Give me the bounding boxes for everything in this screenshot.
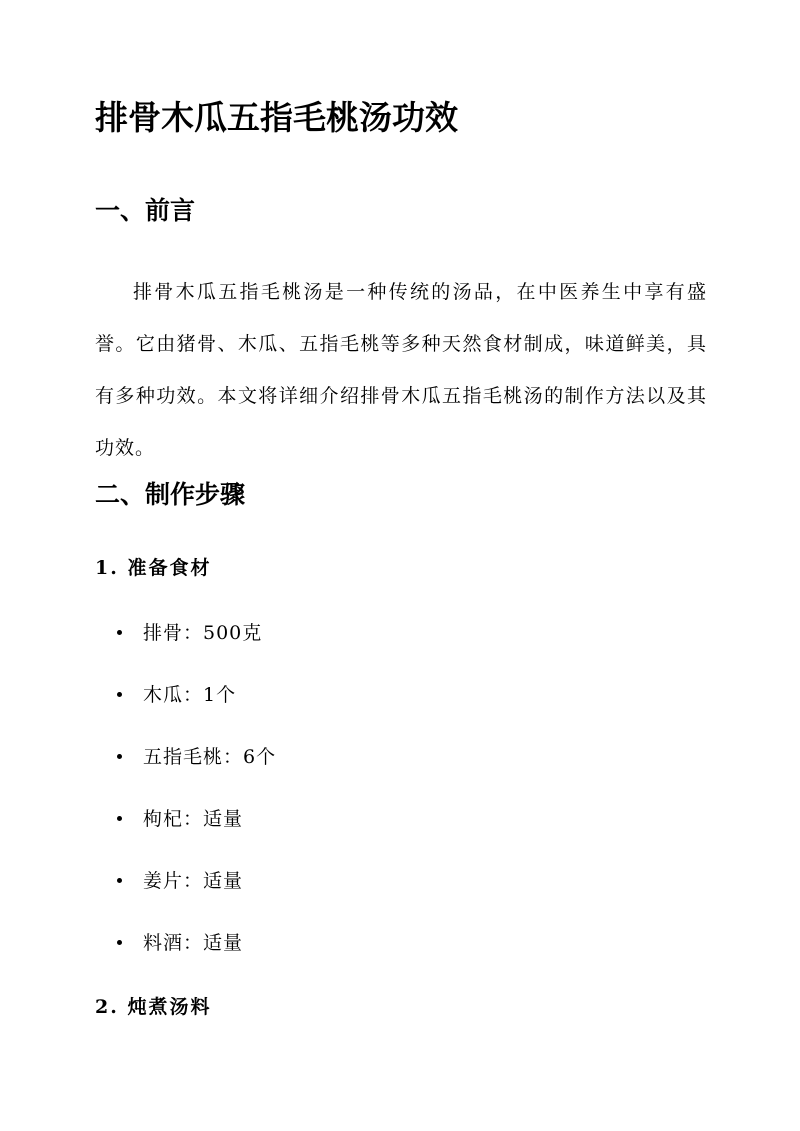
list-item xyxy=(117,867,243,895)
ingredient-text: 五指毛桃：6个 xyxy=(143,746,277,768)
step-heading-prepare-ingredients: 1. 准备食材 xyxy=(95,557,212,579)
ingredient-text: 姜片：适量 xyxy=(143,870,244,892)
list-item xyxy=(117,805,243,833)
bullet-icon xyxy=(117,754,122,759)
ingredient-text: 枸杞：适量 xyxy=(143,808,244,830)
bullet-icon xyxy=(117,630,122,635)
bullet-icon xyxy=(117,692,122,697)
section-heading-steps: 二、制作步骤 xyxy=(95,480,246,509)
intro-paragraph: 排骨木瓜五指毛桃汤是一种传统的汤品，在中医养生中享有盛誉。它由猪骨、木瓜、五指毛桃等多种天然食材制成，味道鲜美，具有多种功效。本文将详细介绍排骨木瓜五指毛桃汤的制作方法以及其功效。 xyxy=(95,281,707,459)
section-heading-intro: 一、前言 xyxy=(95,196,196,225)
ingredient-text: 木瓜：1个 xyxy=(143,684,237,706)
bullet-icon xyxy=(117,878,122,883)
bullet-icon xyxy=(117,816,122,821)
list-item xyxy=(117,743,276,771)
step-heading-stew-soup: 2. 炖煮汤料 xyxy=(95,996,212,1018)
document-title: 排骨木瓜五指毛桃汤功效 xyxy=(95,98,458,137)
ingredient-text: 料酒：适量 xyxy=(143,932,244,954)
list-item xyxy=(117,619,262,647)
ingredient-text: 排骨：500克 xyxy=(143,622,263,644)
list-item xyxy=(117,681,236,709)
bullet-icon xyxy=(117,940,122,945)
list-item xyxy=(117,929,243,957)
